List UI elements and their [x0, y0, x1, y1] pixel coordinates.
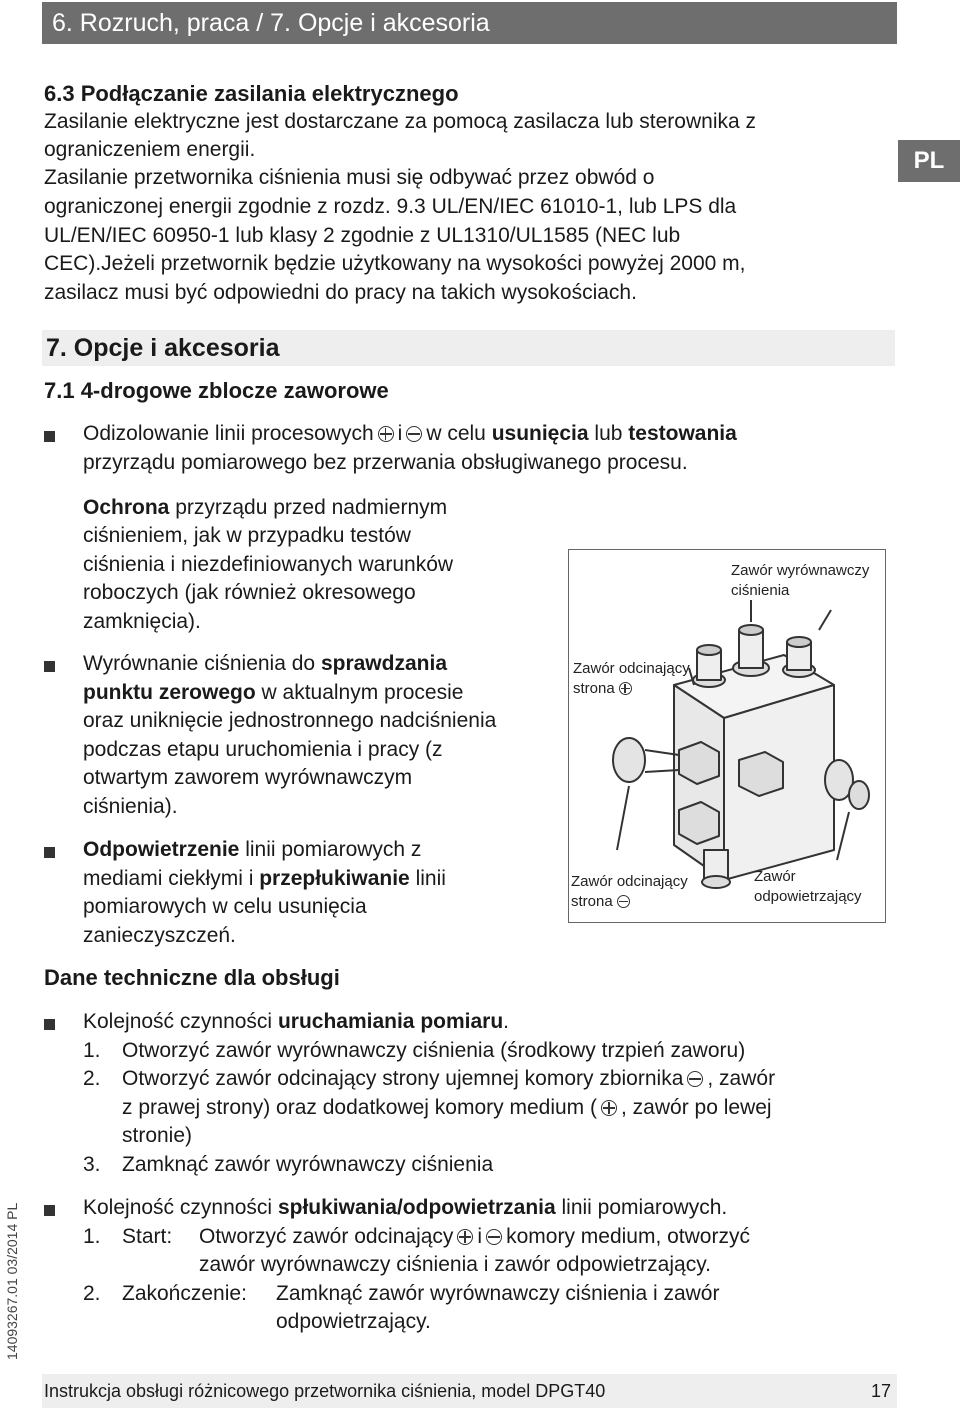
flushing-step-1-line-2: zawór wyrównawczy ciśnienia i zawór odpowietrzający. [199, 1253, 711, 1276]
bullet2-line-1: Wyrównanie ciśnienia do sprawdzania [83, 652, 447, 675]
ochrona-line-4: roboczych (jak również okresowego [83, 581, 416, 604]
step-number: 2. [83, 1282, 101, 1305]
flushing-step-2-line-2: odpowietrzający. [276, 1310, 431, 1333]
minus-side-icon [486, 1229, 502, 1245]
step-number: 2. [83, 1067, 101, 1090]
figure-label-shutoff-minus-2: strona [571, 892, 634, 912]
bullet-marker [44, 1205, 55, 1216]
bullet2-line-2: punktu zerowego w aktualnym procesie [83, 681, 464, 704]
valve-manifold-figure [568, 549, 886, 923]
section-6-3-heading: 6.3 Podłączanie zasilania elektrycznego [44, 81, 459, 106]
startup-step-3: Zamknąć zawór wyrównawczy ciśnienia [122, 1153, 494, 1176]
bullet2-line-3: oraz uniknięcie jednostronnego nadciśnienia [83, 709, 497, 732]
flushing-step-1-label: Start: [122, 1225, 173, 1248]
step-number: 1. [83, 1039, 101, 1062]
figure-label-vent-2: odpowietrzający [754, 888, 862, 905]
figure-label-equalizing-1: Zawór wyrównawczy [731, 562, 870, 579]
bullet2-line-4: podczas etapu uruchomienia i pracy (z [83, 738, 443, 761]
figure-label-shutoff-plus-1: Zawór odcinający [573, 660, 690, 677]
bullet-marker [44, 661, 55, 672]
language-tab: PL [898, 140, 960, 182]
bullet2-line-5: otwartym zaworem wyrównawczym [83, 766, 413, 789]
figure-label-vent-1: Zawór [754, 868, 796, 885]
startup-step-2-line-1: Otworzyć zawór odcinający strony ujemnej komory zbiornika , zawór [122, 1067, 776, 1090]
flushing-step-2-label: Zakończenie: [122, 1282, 247, 1305]
section-7-1-heading: 7.1 4-drogowe zblocze zaworowe [44, 378, 389, 403]
ochrona-line-5: zamknięcia). [83, 610, 201, 633]
startup-step-2-line-2: z prawej strony) oraz dodatkowej komory medium ( , zawór po lewej [122, 1096, 772, 1119]
step-number: 1. [83, 1225, 101, 1248]
bullet2-line-6: ciśnienia). [83, 795, 178, 818]
footer-title: Instrukcja obsługi różnicowego przetwornika ciśnienia, model DPGT40 [44, 1381, 606, 1401]
step-number: 3. [83, 1153, 101, 1176]
page-footer [42, 1374, 897, 1408]
flushing-step-1-line-1: Otworzyć zawór odcinający i komory medium, otworzyć [199, 1225, 750, 1248]
page-number: 17 [870, 1381, 891, 1401]
s63-line-3: Zasilanie przetwornika ciśnienia musi się odbywać przez obwód o [44, 166, 655, 189]
flushing-sequence-title: Kolejność czynności spłukiwania/odpowietrzania linii pomiarowych. [83, 1196, 728, 1219]
ochrona-line-3: ciśnienia i niezdefiniowanych warunków [83, 553, 454, 576]
bullet3-line-2: mediami ciekłymi i przepłukiwanie linii [83, 867, 446, 890]
startup-step-2-line-3: stronie) [122, 1124, 193, 1147]
s63-line-7: zasilacz musi być odpowiedni do pracy na takich wysokościach. [44, 281, 637, 304]
bullet-marker [44, 847, 55, 858]
minus-side-icon [406, 426, 422, 442]
ochrona-line-2: ciśnieniem, jak w przypadku testów [83, 524, 411, 547]
bullet-marker [44, 1019, 55, 1030]
plus-side-icon [601, 1100, 617, 1116]
bullet3-line-4: zanieczyszczeń. [83, 924, 236, 947]
startup-step-1: Otworzyć zawór wyrównawczy ciśnienia (środkowy trzpień zaworu) [122, 1039, 746, 1062]
operating-data-heading: Dane techniczne dla obsługi [44, 965, 340, 990]
bullet-marker [44, 431, 55, 442]
bullet1-line-2: przyrządu pomiarowego bez przerwania obsługiwanego procesu. [83, 451, 688, 474]
page-header: 6. Rozruch, praca / 7. Opcje i akcesoria [42, 2, 897, 44]
document-code: 14093267.01 03/2014 PL [4, 1202, 20, 1360]
s63-line-6: CEC).Jeżeli przetwornik będzie użytkowany na wysokości powyżej 2000 m, [44, 252, 746, 275]
minus-side-icon [687, 1071, 703, 1087]
section-7-heading: 7. Opcje i akcesoria [42, 330, 895, 366]
s63-line-1: Zasilanie elektryczne jest dostarczane za pomocą zasilacza lub sterownika z [44, 110, 757, 133]
figure-label-shutoff-minus-1: Zawór odcinający [571, 873, 688, 890]
plus-side-icon [457, 1229, 473, 1245]
s63-line-2: ograniczeniem energii. [44, 138, 256, 161]
flushing-step-2-line-1: Zamknąć zawór wyrównawczy ciśnienia i zawór [276, 1282, 720, 1305]
s63-line-4: ograniczonej energii zgodnie z rozdz. 9.3 UL/EN/IEC 61010-1, lub LPS dla [44, 195, 737, 218]
plus-side-icon [619, 682, 632, 695]
ochrona-line-1: Ochrona przyrządu przed nadmiernym [83, 496, 448, 519]
bullet3-line-3: pomiarowych w celu usunięcia [83, 895, 367, 918]
bullet3-line-1: Odpowietrzenie linii pomiarowych z [83, 838, 422, 861]
startup-sequence-title: Kolejność czynności uruchamiania pomiaru. [83, 1010, 509, 1033]
minus-side-icon [617, 895, 630, 908]
figure-label-shutoff-plus-2: strona [573, 679, 636, 699]
s63-line-5: UL/EN/IEC 60950-1 lub klasy 2 zgodnie z UL1310/UL1585 (NEC lub [44, 224, 681, 247]
figure-label-equalizing-2: ciśnienia [731, 582, 790, 599]
valve-manifold-drawing [569, 550, 885, 922]
plus-side-icon [378, 426, 394, 442]
bullet1-line-1: Odizolowanie linii procesowych i w celu usunięcia lub testowania [83, 422, 737, 445]
